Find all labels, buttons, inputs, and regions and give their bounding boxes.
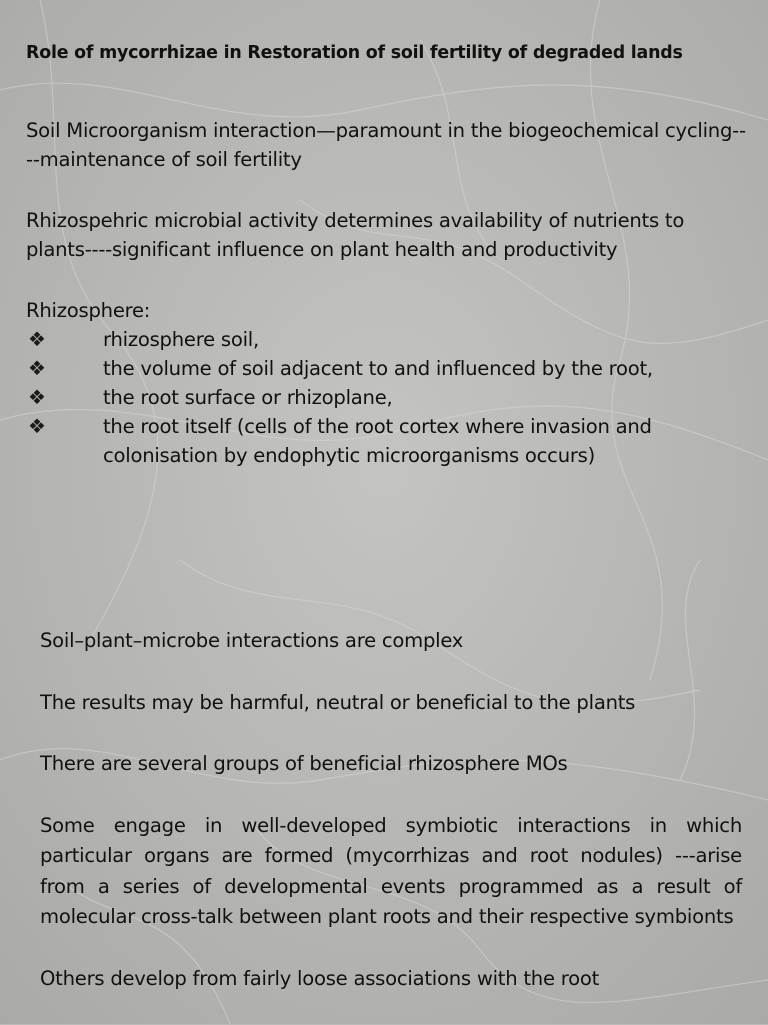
bullet-text: the volume of soil adjacent to and influenced by the root, bbox=[103, 357, 653, 380]
list-item bbox=[26, 325, 751, 354]
paragraph-soil-microorganism: Soil Microorganism interaction—paramount in the biogeochemical cycling----maintenance of soil fertility bbox=[26, 119, 746, 171]
paragraph-interactions-complex: Soil–plant–microbe interactions are complex bbox=[40, 629, 464, 652]
diamond-bullet-icon: ❖ bbox=[28, 327, 46, 351]
diamond-bullet-icon: ❖ bbox=[28, 385, 46, 409]
rhizosphere-section bbox=[26, 116, 751, 470]
slide-title: Role of mycorrhizae in Restoration of soil fertility of degraded lands bbox=[26, 43, 683, 63]
rhizosphere-bullet-list bbox=[26, 325, 751, 470]
paragraph-results: The results may be harmful, neutral or beneficial to the plants bbox=[40, 690, 636, 714]
rhizosphere-heading: Rhizosphere: bbox=[26, 299, 151, 322]
list-item bbox=[26, 354, 751, 383]
interactions-section bbox=[40, 626, 742, 1025]
diamond-bullet-icon: ❖ bbox=[28, 414, 46, 438]
bullet-text: rhizosphere soil, bbox=[103, 328, 259, 351]
bullet-text: the root itself (cells of the root cortex where invasion and colonisation by endophytic microorganisms occurs) bbox=[103, 415, 652, 467]
paragraph-beneficial-groups: There are several groups of beneficial rhizosphere MOs bbox=[40, 752, 568, 775]
diamond-bullet-icon: ❖ bbox=[28, 356, 46, 380]
list-item bbox=[26, 412, 751, 470]
list-item bbox=[26, 383, 751, 412]
paragraph-symbiotic-interactions: Some engage in well-developed symbiotic interactions in which particular organs are formed (mycorrhizas and root nodules) ---arise from a series of developmental events programmed as a result of molecular cross-talk between plant roots and their respective symbionts bbox=[40, 813, 742, 928]
paragraph-loose-associations: Others develop from fairly loose associations with the root bbox=[40, 966, 600, 990]
paragraph-rhizospheric-activity: Rhizospehric microbial activity determines availability of nutrients to plants----significant influence on plant health and productivity bbox=[26, 209, 685, 261]
bullet-text: the root surface or rhizoplane, bbox=[103, 386, 393, 409]
